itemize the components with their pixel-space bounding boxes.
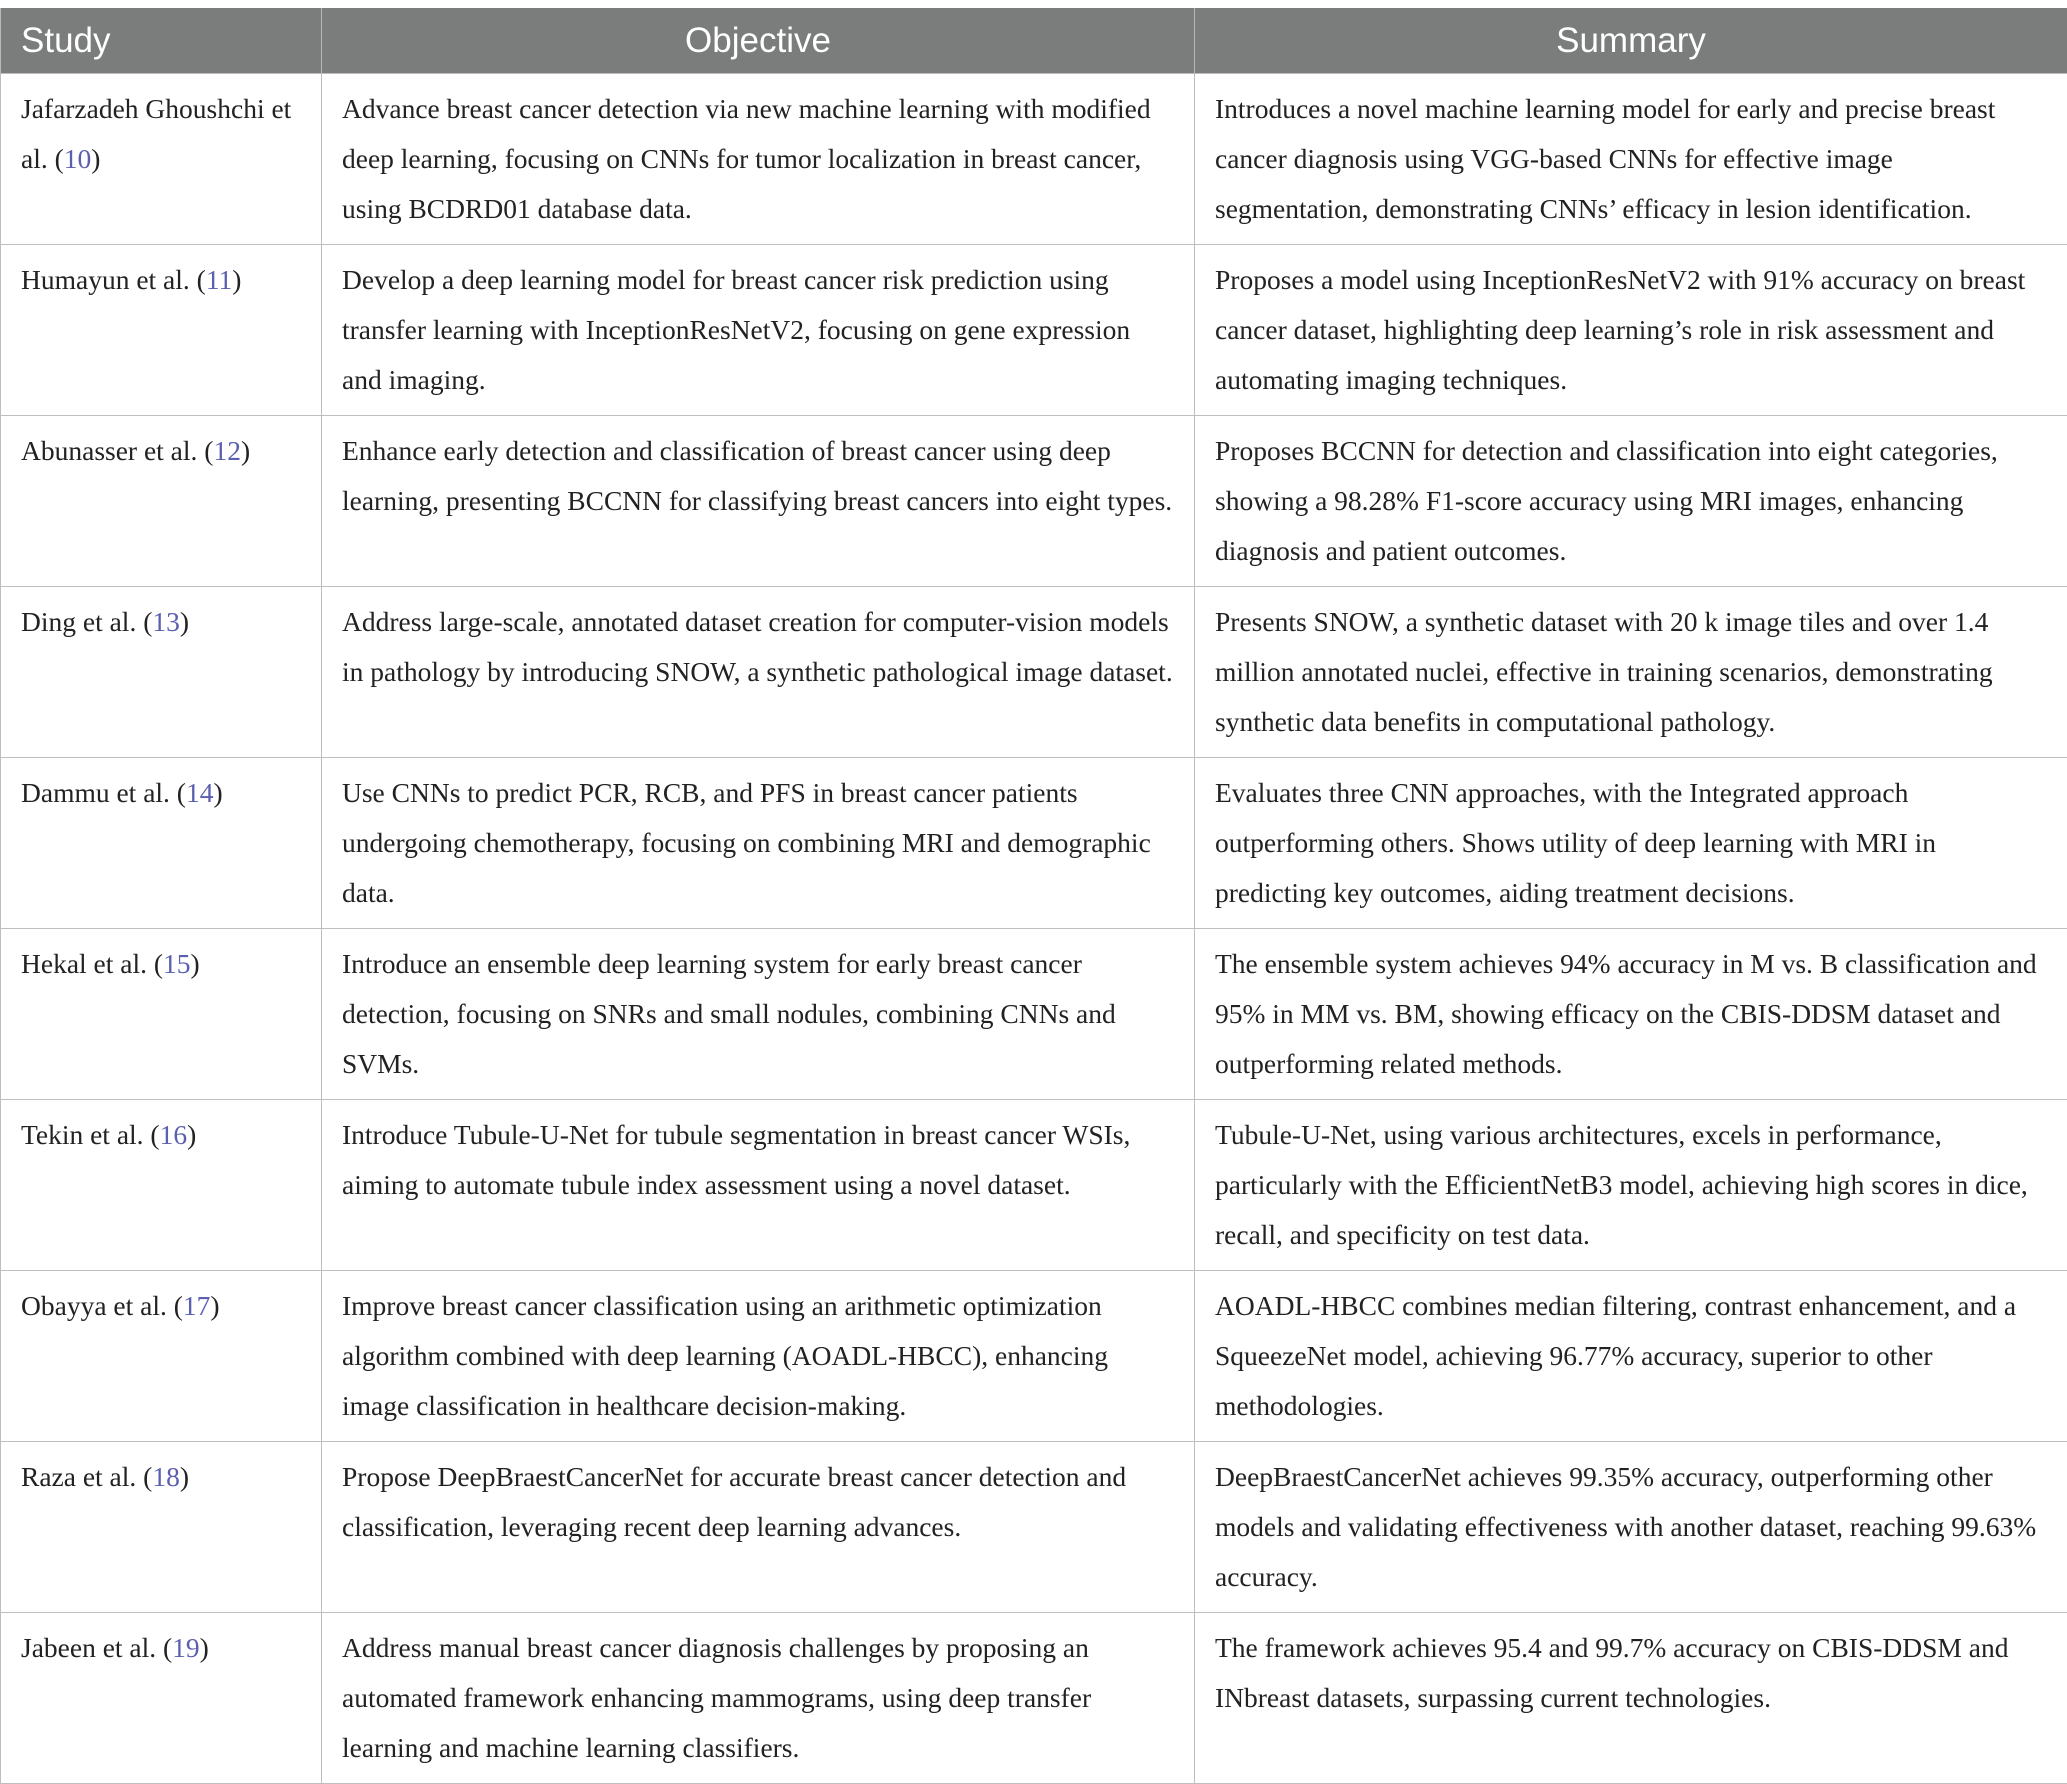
study-name: Hekal et al. ( [21, 948, 163, 979]
study-name: Ding et al. ( [21, 606, 152, 637]
table-row [1, 929, 2067, 1100]
summary-cell: DeepBraestCancerNet achieves 99.35% accuracy, outperforming other models and validating effectiveness with another dataset, reaching 99.63% accuracy. [1195, 1442, 2067, 1613]
study-cell [1, 1442, 322, 1613]
summary-cell: Evaluates three CNN approaches, with the Integrated approach outperforming others. Shows utility of deep learning with MRI in predicting key outcomes, aiding treatment decisions. [1195, 758, 2067, 929]
study-cell [1, 245, 322, 416]
table-row [1, 1100, 2067, 1271]
study-name: Raza et al. ( [21, 1461, 152, 1492]
study-name-close: ) [210, 1290, 219, 1321]
study-name: Jafarzadeh Ghoushchi et al. ( [21, 93, 291, 174]
table-row [1, 758, 2067, 929]
study-name-close: ) [180, 1461, 189, 1492]
study-name: Humayun et al. ( [21, 264, 206, 295]
summary-cell: The framework achieves 95.4 and 99.7% accuracy on CBIS-DDSM and INbreast datasets, surpassing current technologies. [1195, 1613, 2067, 1784]
study-name: Jabeen et al. ( [21, 1632, 172, 1663]
header-summary: Summary [1195, 8, 2067, 74]
study-name-close: ) [187, 1119, 196, 1150]
study-name-close: ) [191, 948, 200, 979]
table-container [0, 8, 2067, 1784]
table-row [1, 416, 2067, 587]
reference-link[interactable]: 10 [64, 143, 92, 174]
reference-link[interactable]: 17 [183, 1290, 211, 1321]
reference-link[interactable]: 15 [163, 948, 191, 979]
reference-link[interactable]: 11 [206, 264, 232, 295]
table-row [1, 1442, 2067, 1613]
objective-cell: Introduce an ensemble deep learning system for early breast cancer detection, focusing on SNRs and small nodules, combining CNNs and SVMs. [322, 929, 1195, 1100]
study-cell [1, 929, 322, 1100]
objective-cell: Develop a deep learning model for breast cancer risk prediction using transfer learning with InceptionResNetV2, focusing on gene expression and imaging. [322, 245, 1195, 416]
header-study: Study [1, 8, 322, 74]
study-name: Tekin et al. ( [21, 1119, 160, 1150]
objective-cell: Use CNNs to predict PCR, RCB, and PFS in breast cancer patients undergoing chemotherapy, focusing on combining MRI and demographic data. [322, 758, 1195, 929]
reference-link[interactable]: 19 [172, 1632, 200, 1663]
objective-cell: Propose DeepBraestCancerNet for accurate breast cancer detection and classification, leveraging recent deep learning advances. [322, 1442, 1195, 1613]
study-name-close: ) [241, 435, 250, 466]
summary-cell: AOADL-HBCC combines median filtering, contrast enhancement, and a SqueezeNet model, achieving 96.77% accuracy, superior to other methodologies. [1195, 1271, 2067, 1442]
reference-link[interactable]: 16 [160, 1119, 188, 1150]
study-name-close: ) [91, 143, 100, 174]
objective-cell: Improve breast cancer classification using an arithmetic optimization algorithm combined with deep learning (AOADL-HBCC), enhancing image classification in healthcare decision-making. [322, 1271, 1195, 1442]
table-row [1, 245, 2067, 416]
study-name: Obayya et al. ( [21, 1290, 183, 1321]
study-cell [1, 416, 322, 587]
study-name-close: ) [200, 1632, 209, 1663]
studies-table [0, 8, 2067, 1784]
table-row [1, 587, 2067, 758]
reference-link[interactable]: 14 [186, 777, 214, 808]
reference-link[interactable]: 18 [152, 1461, 180, 1492]
reference-link[interactable]: 13 [152, 606, 180, 637]
reference-link[interactable]: 12 [213, 435, 241, 466]
summary-cell: Presents SNOW, a synthetic dataset with 20 k image tiles and over 1.4 million annotated nuclei, effective in training scenarios, demonstrating synthetic data benefits in computational pathology. [1195, 587, 2067, 758]
objective-cell: Address large-scale, annotated dataset creation for computer-vision models in pathology by introducing SNOW, a synthetic pathological image dataset. [322, 587, 1195, 758]
objective-cell: Advance breast cancer detection via new machine learning with modified deep learning, focusing on CNNs for tumor localization in breast cancer, using BCDRD01 database data. [322, 74, 1195, 245]
study-name-close: ) [232, 264, 241, 295]
study-name: Abunasser et al. ( [21, 435, 213, 466]
summary-cell: The ensemble system achieves 94% accuracy in M vs. B classification and 95% in MM vs. BM, showing efficacy on the CBIS-DDSM dataset and outperforming related methods. [1195, 929, 2067, 1100]
table-row [1, 74, 2067, 245]
study-cell [1, 1271, 322, 1442]
header-row [1, 8, 2067, 74]
objective-cell: Address manual breast cancer diagnosis challenges by proposing an automated framework enhancing mammograms, using deep transfer learning and machine learning classifiers. [322, 1613, 1195, 1784]
objective-cell: Introduce Tubule-U-Net for tubule segmentation in breast cancer WSIs, aiming to automate tubule index assessment using a novel dataset. [322, 1100, 1195, 1271]
summary-cell: Proposes a model using InceptionResNetV2 with 91% accuracy on breast cancer dataset, highlighting deep learning’s role in risk assessment and automating imaging techniques. [1195, 245, 2067, 416]
study-cell [1, 1613, 322, 1784]
table-row [1, 1613, 2067, 1784]
summary-cell: Tubule-U-Net, using various architectures, excels in performance, particularly with the EfficientNetB3 model, achieving high scores in dice, recall, and specificity on test data. [1195, 1100, 2067, 1271]
table-row [1, 1271, 2067, 1442]
objective-cell: Enhance early detection and classification of breast cancer using deep learning, presenting BCCNN for classifying breast cancers into eight types. [322, 416, 1195, 587]
study-cell [1, 758, 322, 929]
study-name-close: ) [213, 777, 222, 808]
study-name-close: ) [180, 606, 189, 637]
header-objective: Objective [322, 8, 1195, 74]
study-cell [1, 587, 322, 758]
study-cell [1, 74, 322, 245]
summary-cell: Introduces a novel machine learning model for early and precise breast cancer diagnosis using VGG-based CNNs for effective image segmentation, demonstrating CNNs’ efficacy in lesion identification. [1195, 74, 2067, 245]
study-cell [1, 1100, 322, 1271]
summary-cell: Proposes BCCNN for detection and classification into eight categories, showing a 98.28% F1-score accuracy using MRI images, enhancing diagnosis and patient outcomes. [1195, 416, 2067, 587]
study-name: Dammu et al. ( [21, 777, 186, 808]
